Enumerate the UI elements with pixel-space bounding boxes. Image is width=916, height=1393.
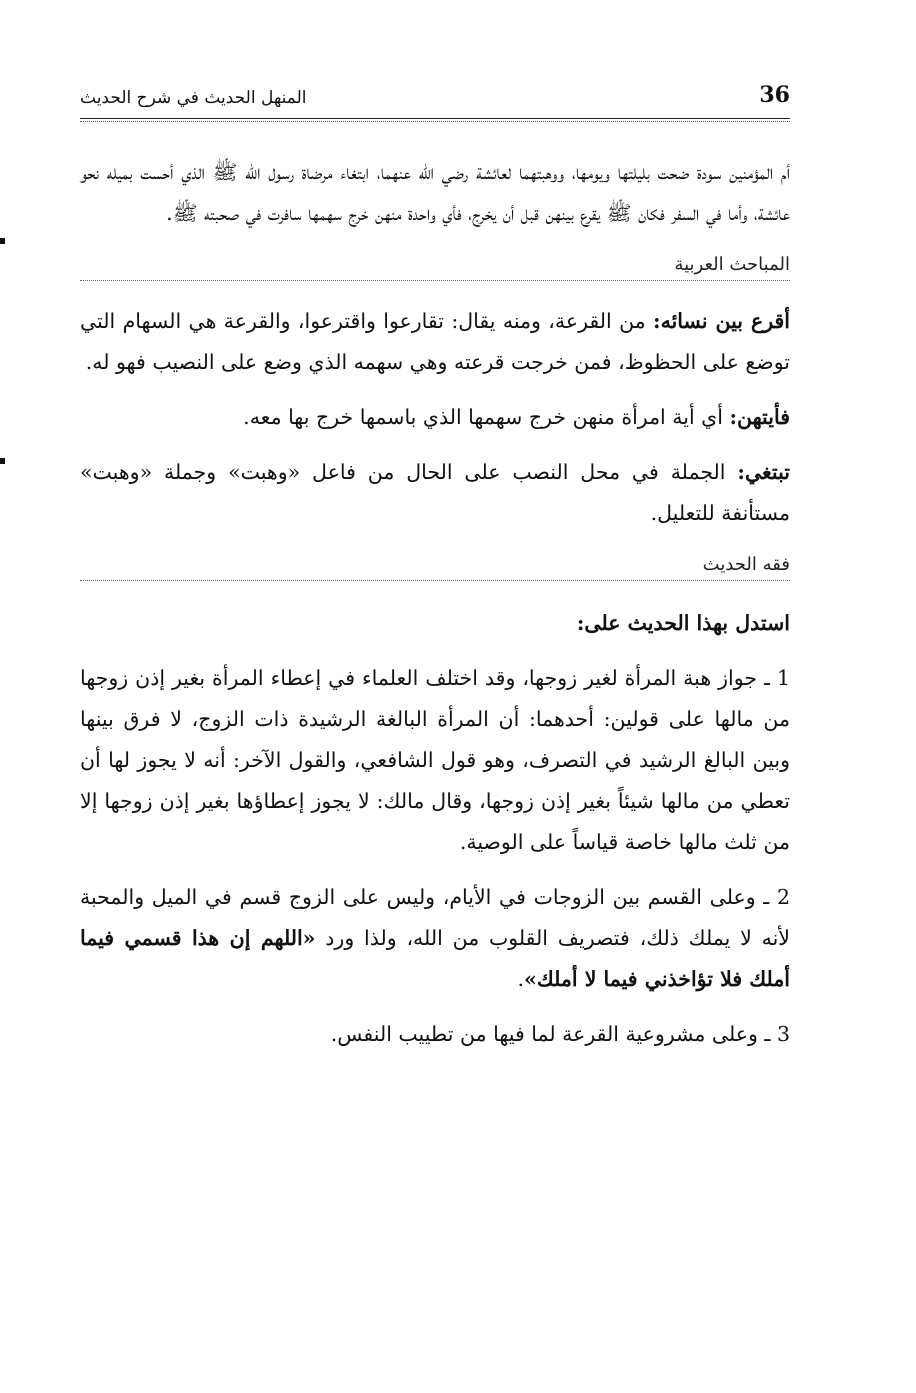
point-number: 2 xyxy=(776,885,790,909)
point-tail: . xyxy=(517,967,524,991)
item-text: الجملة في محل النصب على الحال من فاعل «وهبت» وجملة «وهبت» مستأنفة للتعليل. xyxy=(80,460,790,525)
item-term: أقرع بين نسائه: xyxy=(653,309,791,333)
running-title: المنهل الحديث في شرح الحديث xyxy=(80,88,307,108)
page-header xyxy=(80,82,790,119)
hadith-quote: «اللهم إن هذا قسمي فيما أملك فلا تؤاخذني فيما لا أملك» xyxy=(80,926,790,991)
section-heading-label: المباحث العربية xyxy=(674,254,790,275)
item-term: تبتغي: xyxy=(737,460,790,484)
fiqh-point xyxy=(80,877,790,1000)
item-term: فأيتهن: xyxy=(729,405,790,429)
page-number: 36 xyxy=(759,82,790,108)
arabic-item xyxy=(80,397,790,438)
scan-edge-mark xyxy=(0,458,5,464)
section-heading-fiqh xyxy=(80,552,790,581)
scan-edge-mark xyxy=(0,238,5,244)
arabic-item xyxy=(80,452,790,534)
item-text: أي أية امرأة منهن خرج سهمها الذي باسمها خرج بها معه. xyxy=(243,405,730,429)
section-heading-label: فقه الحديث xyxy=(702,554,790,575)
point-number: 3 xyxy=(776,1022,790,1046)
fiqh-point xyxy=(80,658,790,863)
point-number: 1 xyxy=(776,666,790,690)
point-text: ـ وعلى مشروعية القرعة لما فيها من تطييب النفس. xyxy=(330,1022,777,1046)
fiqh-point xyxy=(80,1014,790,1055)
arabic-item xyxy=(80,301,790,383)
fiqh-lead: استدل بهذا الحديث على: xyxy=(576,611,790,635)
section-heading-arabic xyxy=(80,252,790,281)
intro-paragraph: أم المؤمنين سودة ضحت بليلتها ويومها، ووهبتهما لعائشة رضي الله عنهما، ابتغاء مرضاة رسول الله ﷺ الذي أحست بميله نحو عائشة، وأما في السفر فكان ﷺ يقرع بينهن قبل أن يخرج، فأي واحدة منهن خرج سهمها سافرت في صحبته ﷺ. xyxy=(80,160,790,225)
page-body xyxy=(80,152,790,1055)
point-text: ـ جواز هبة المرأة لغير زوجها، وقد اختلف العلماء في إعطاء المرأة بغير إذن زوجها من مالها على قولين: أحدهما: أن المرأة البالغة الرشيدة ذات الزوج، لا فرق بينها وبين البالغ الرشيد في التصرف، وهو قول الشافعي، والقول الآخر: أنه لا يجوز لها أن تعطي من مالها شيئاً بغير إذن زوجها، وقال مالك: لا يجوز إعطاؤها بغير إذن زوجها إلا من ثلث مالها خاصة قياساً على الوصية. xyxy=(80,666,790,854)
point-text: ـ وعلى القسم بين الزوجات في الأيام، وليس على الزوج قسم في الميل والمحبة لأنه لا يملك ذلك، فتصريف القلوب من الله، ولذا ورد xyxy=(80,885,790,950)
item-text: من القرعة، ومنه يقال: تقارعوا واقترعوا، والقرعة هي السهام التي توضع على الحظوظ، فمن خرجت قرعته وهي سهمه الذي وضع على النصيب فهو له. xyxy=(80,309,790,374)
